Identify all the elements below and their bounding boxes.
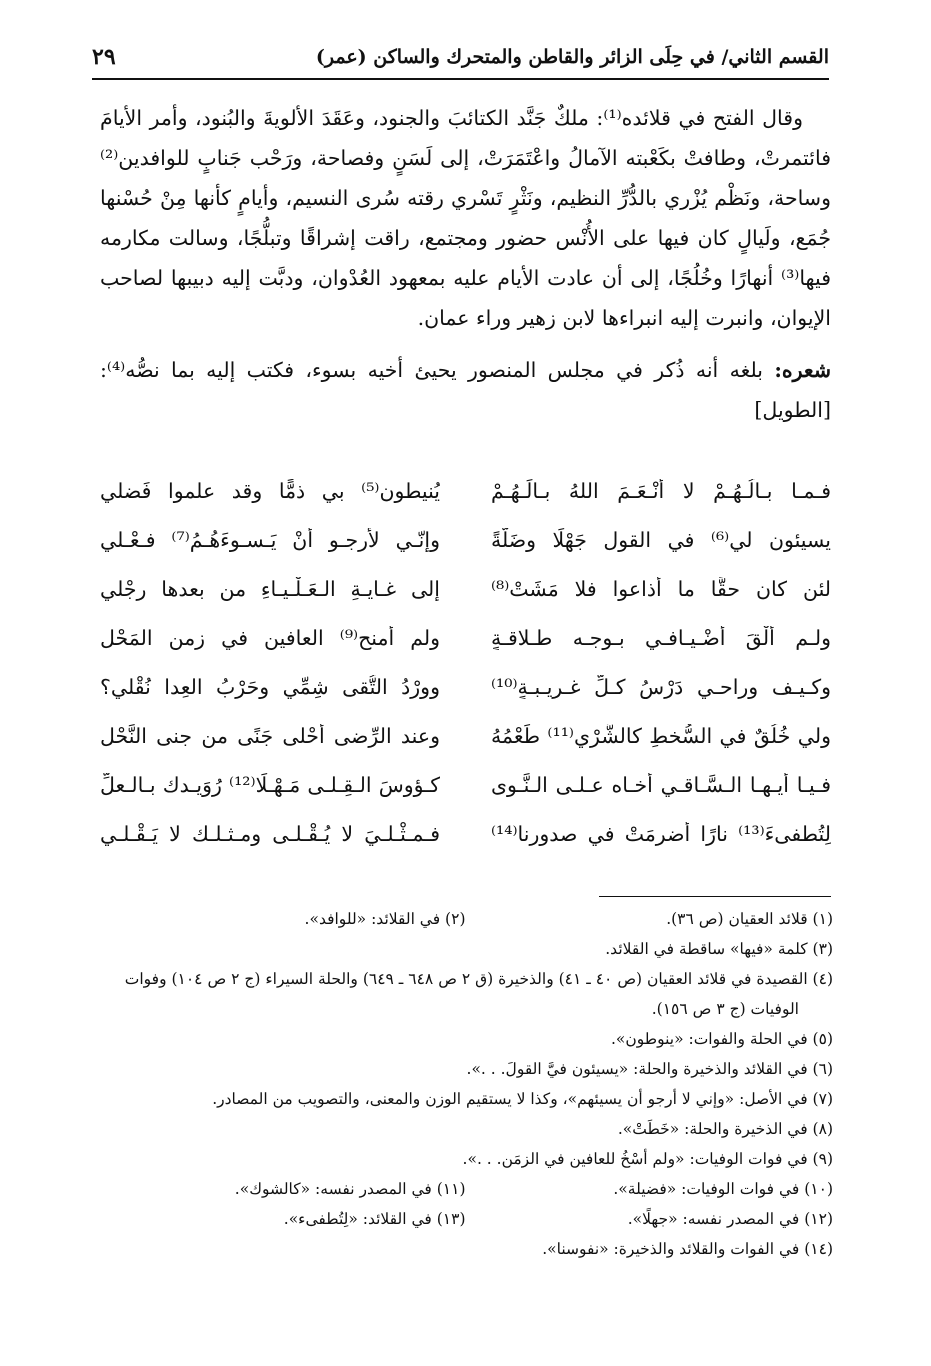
header-title: القسم الثاني/ في حِلَى الزائر والقاطن والمتحرك والساكن (عمر) — [315, 46, 829, 68]
main-text — [100, 98, 831, 442]
footnote-9: (٩) في فوات الوفيات: «ولم أسْخُ للعافين في الزمَن. . .». — [462, 1150, 833, 1168]
footnote-3: (٣) كلمة «فيها» ساقطة في القلائد. — [605, 940, 833, 958]
footnote-4: (٤) القصيدة في قلائد العقيان (ص ٤٠ ـ ٤١) والذخيرة (ق ٢ ص ٦٤٨ ـ ٦٤٩) والحلة السيراء (ج ٢ ص ١٠٤) وفوات الوفيات (ج ٣ ص ١٥٦). — [124, 970, 833, 1018]
verse-left-hemistich: إلى غـايـةِ الـعَـلْـيـاءِ من بعدها رِجْلي — [100, 576, 440, 601]
paragraph-fath-quote: وقال الفتح في قلائده⁽¹⁾: ملكٌ جَنَّد الكتائبَ والجنود، وعَقَدَ الألويةَ والبُنود، وأمر الأيامَ فائتمرتْ، وطافتْ بكَعْبته الآمالُ واعْتَمَرَتْ، إلى لَسَنٍ وفصاحة، ورَحْب جَنابٍ للوافدين⁽²⁾ وساحة، ونَظْم يُزْري بالدُّرِّ النظيم، ونَثْرٍ تَسْري رقته سُرى النسيم، وأيامٍ كأنها مِنْ حُسْنها جُمَع، ولَيالٍ كان فيها على الأُنْس حضور ومجتمع، راقت إشراقًا وتبلُّجًا، وسالت مكارمه فيها⁽³⁾ أنهارًا وخُلُجًا، إلى أن عادت الأيام عليه بمعهود العُدْوان، ودبَّت إليه دبيبها لصاحب الإيوان، وانبرت إليه انبراءها لابن زهير وراء عمان. — [100, 106, 831, 330]
verse-line — [100, 466, 831, 515]
verse-right-hemistich: ولي خُلُقٌ في السُّخطِ كالشَّرْي⁽¹¹⁾ طَعْمُهُ — [491, 723, 831, 748]
verse-line — [100, 515, 831, 564]
verse-left-hemistich: وإنّـي لأرجـو أنْ يَـسـوءَهُـمُ⁽⁷⁾ فـعْـلي — [100, 527, 440, 552]
verse-left-hemistich: فـمـثْـلـيَ لا يُـقْـلـى ومـثـلـك لا يَـقْـلـي — [100, 821, 440, 846]
footnote-6: (٦) في القلائد والذخيرة والحلة: «يسيئون فيَّ القولَ. . .». — [466, 1060, 833, 1078]
verse-line — [100, 662, 831, 711]
verse-line — [100, 711, 831, 760]
verse-right-hemistich: وكـيـف وراحـي دَرْسُ كـلِّ غـريـبـةٍ⁽¹⁰⁾ — [491, 674, 831, 699]
verse-left-hemistich: وعند الرِّضى أحْلى جَنًى من جنى النَّحْل — [100, 723, 440, 748]
verse-right-hemistich: ولـم ألْقَ أضْـيـافـي بـوجـه طـلاقـةٍ — [491, 625, 831, 650]
page-number: ٢٩ — [92, 44, 116, 70]
verse-left-hemistich: ووِرْدُ التُّقى شِمِّي وحَرْبُ العِدا نُقْلي؟ — [100, 674, 440, 699]
footnote-14: (١٤) في الفوات والقلائد والذخيرة: «نفوسنا». — [542, 1240, 833, 1258]
verse-left-hemistich: كـؤوسَ الـقِـلـى مَـهْـلًا⁽¹²⁾ رُوَيـدك بـالـعلِّ — [100, 772, 440, 797]
verse-left-hemistich: يُنيطون⁽⁵⁾ بي ذمًّا وقد علموا فَضلي — [100, 478, 440, 503]
lead-word: شعره: — [774, 358, 831, 382]
footnote-row — [98, 1174, 833, 1204]
footnote-row — [98, 904, 833, 934]
poem — [100, 466, 831, 858]
verse-right-hemistich: لِتُطفىءَ⁽¹³⁾ نارًا أُضرِمَتْ في صدورنا⁽¹⁴⁾ — [491, 821, 831, 846]
verse-line — [100, 760, 831, 809]
footnote-10: (١٠) في فوات الوفيات: «فضيلة». — [613, 1180, 833, 1198]
verse-right-hemistich: فـمـا بـالُـهُـمْ لا أنْـعَـمَ اللهُ بـالَـهُـمْ — [491, 478, 831, 503]
footnote-5: (٥) في الحلة والفوات: «ينوطون». — [610, 1030, 833, 1048]
paragraph-shiir — [100, 350, 831, 430]
footnote-13: (١٣) في القلائد: «لِتُطفىء». — [283, 1210, 466, 1228]
footnotes — [98, 904, 833, 1264]
running-header — [92, 36, 829, 80]
footnote-7: (٧) في الأصل: «وإني لا أرجو أن يسيئهم»، وكذا لا يستقيم الوزن والمعنى، والتصويب من المصادر. — [212, 1090, 833, 1108]
paragraph-shiir-text: بلغه أنه ذُكر في مجلس المنصور يحيئ أخيه بسوء، فكتب إليه بما نصُّه⁽⁴⁾: [الطويل] — [100, 358, 831, 422]
verse-right-hemistich: فـيـا أيـهـا الـسَّـاقـي أخـاه عـلـى الـنَّـوى — [491, 772, 831, 797]
verse-line — [100, 613, 831, 662]
footnote-1: (١) قلائد العقيان (ص ٣٦). — [666, 910, 833, 928]
footnote-row — [98, 1204, 833, 1234]
footnote-2: (٢) في القلائد: «للوافد». — [304, 910, 466, 928]
verse-line — [100, 809, 831, 858]
verse-right-hemistich: يسيئون لي⁽⁶⁾ في القول جَهْلًا وضَلَّةً — [491, 527, 831, 552]
footnote-11: (١١) في المصدر نفسه: «كالشوك». — [234, 1180, 466, 1198]
verse-line — [100, 564, 831, 613]
verse-left-hemistich: ولم أمنح⁽⁹⁾ العافين في زمن المَحْلِ — [100, 625, 440, 650]
footnote-12: (١٢) في المصدر نفسه: «جهلًا». — [627, 1210, 833, 1228]
footnote-8: (٨) في الذخيرة والحلة: «خَطَتْ». — [617, 1120, 833, 1138]
footnote-separator — [599, 896, 831, 897]
verse-right-hemistich: لئن كان حقًّا ما أذاعوا فلا مَشَتْ⁽⁸⁾ — [491, 576, 831, 601]
